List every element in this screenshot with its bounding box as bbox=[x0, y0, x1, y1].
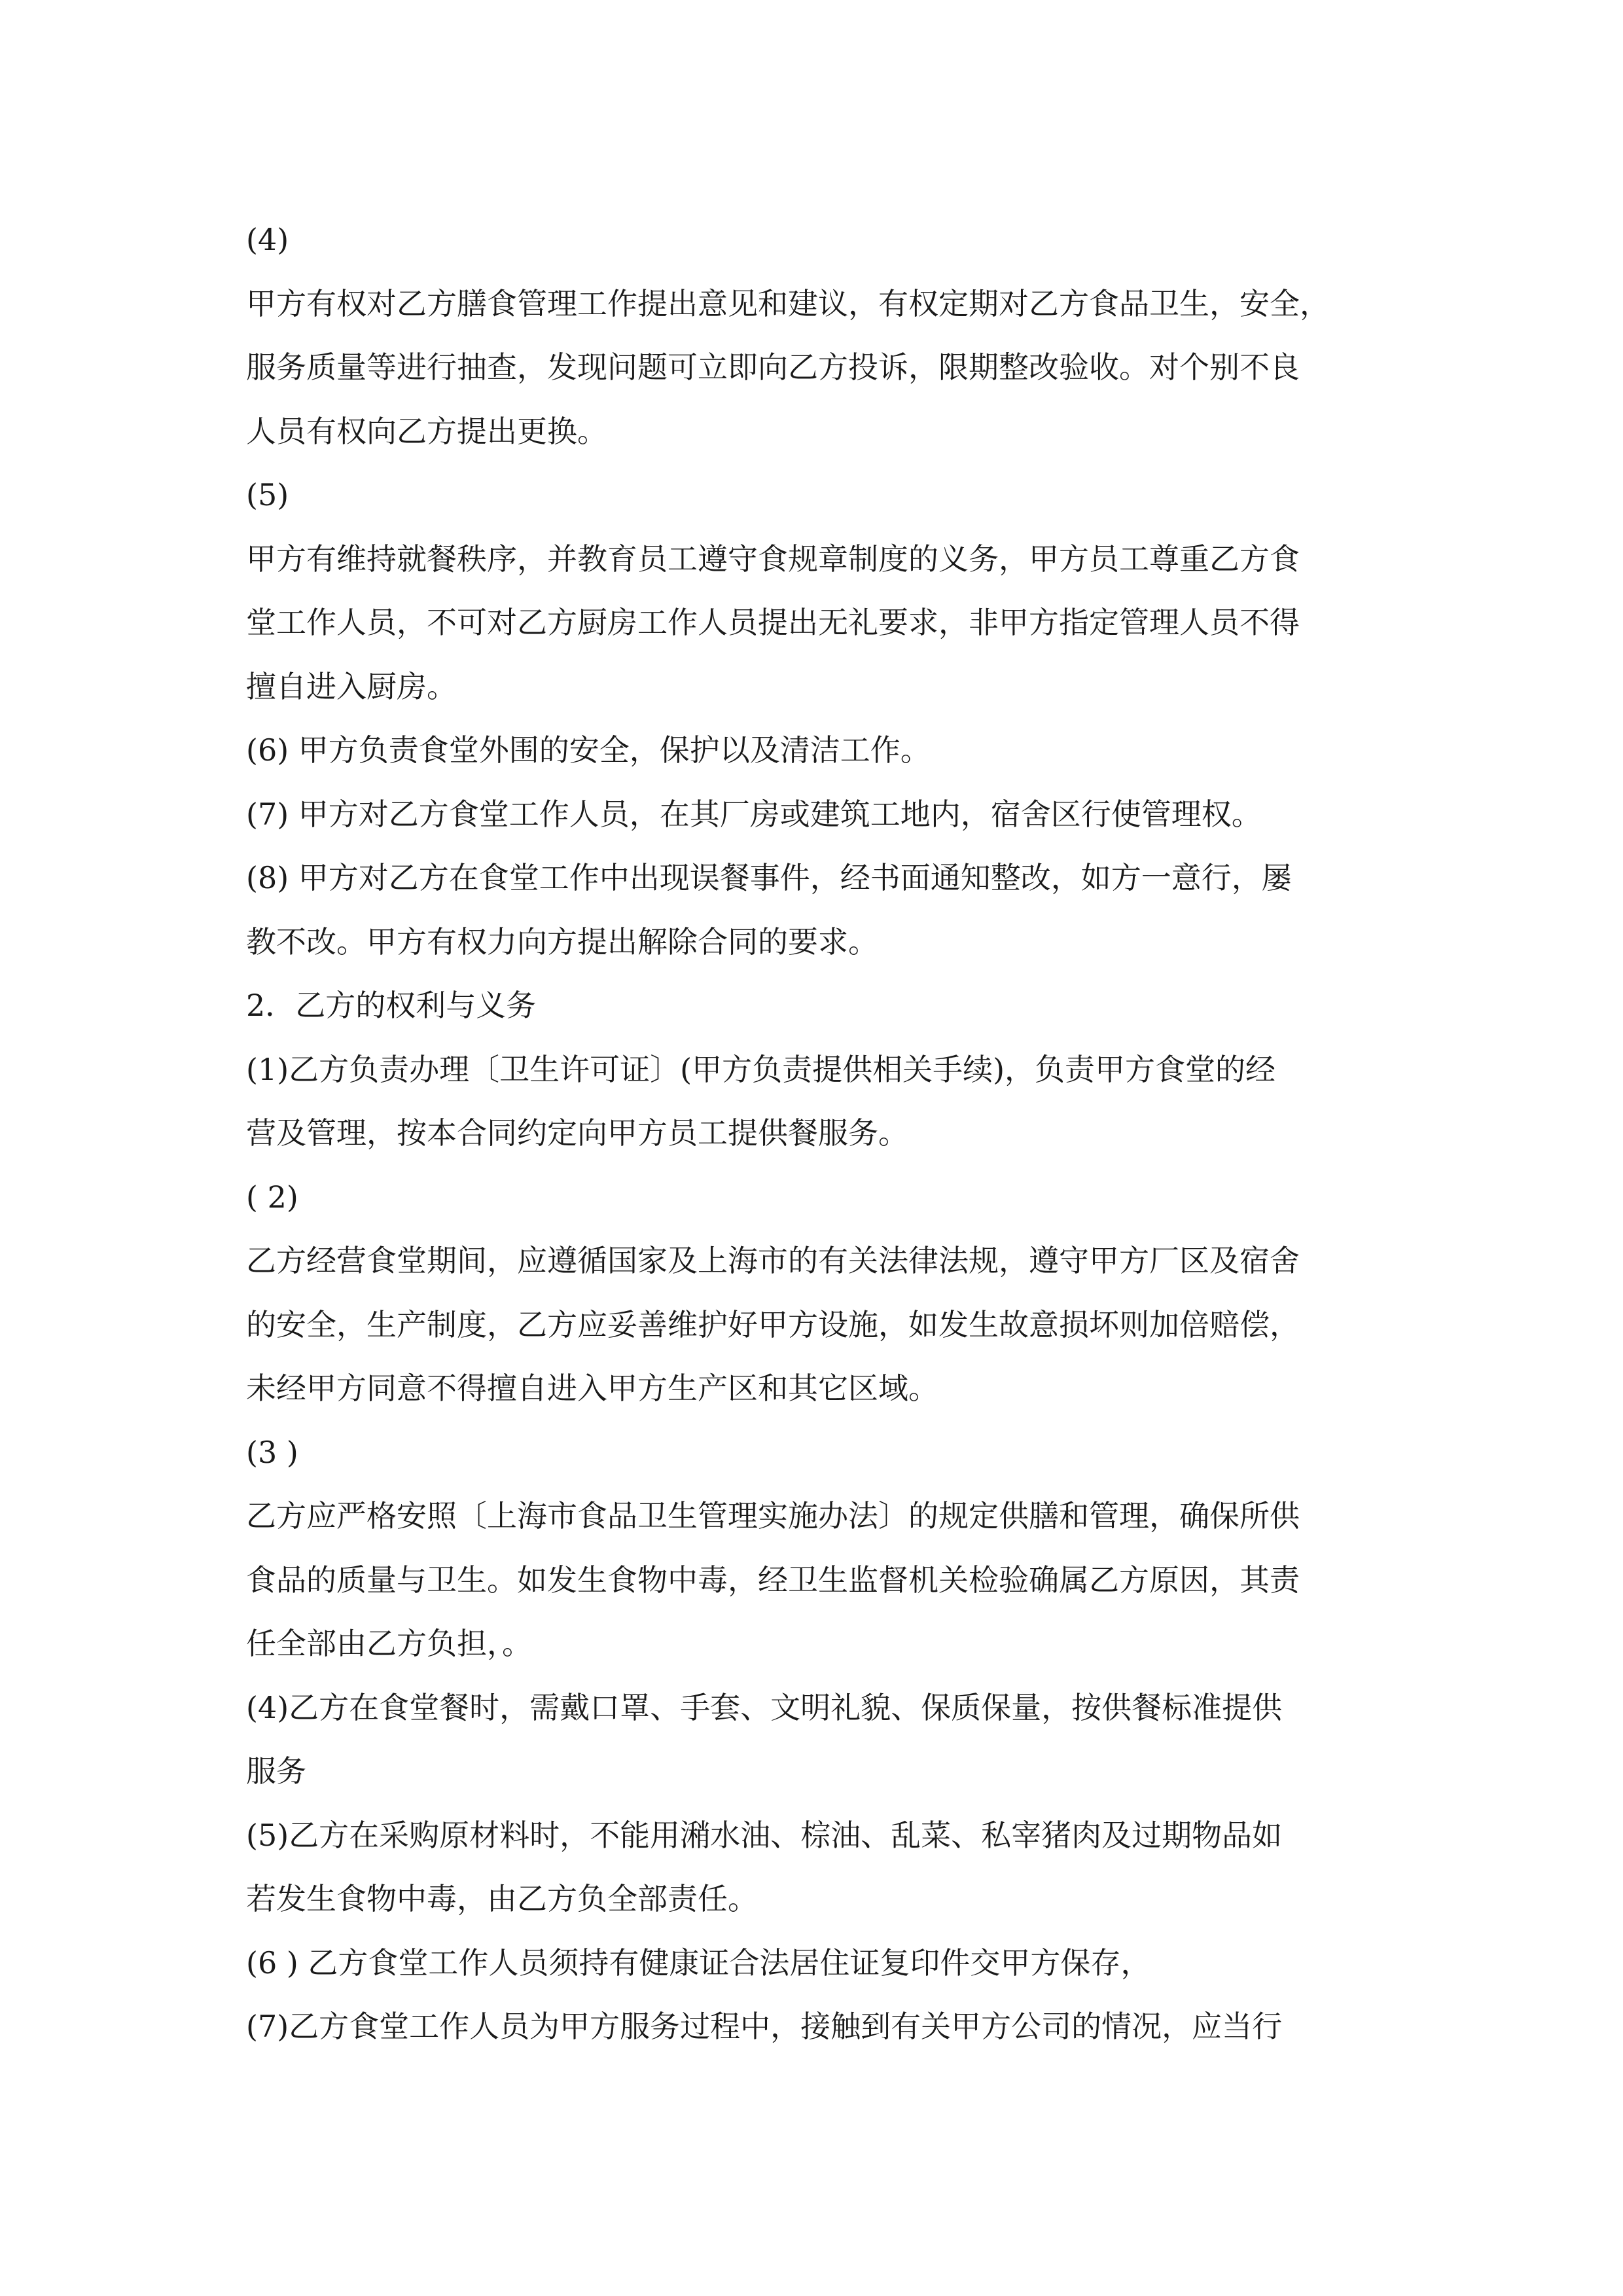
paragraph-line: 若发生食物中毒，由乙方负全部责任。 bbox=[246, 1881, 758, 1916]
paragraph-line: (6) 甲方负责食堂外围的安全，保护以及清洁工作。 bbox=[246, 732, 931, 768]
paragraph-line: 食品的质量与卫生。如发生食物中毒，经卫生监督机关检验确属乙方原因，其责 bbox=[246, 1562, 1300, 1598]
paragraph-line: 服务 bbox=[246, 1753, 306, 1789]
paragraph-line: 服务质量等进行抽查，发现问题可立即向乙方投诉，限期整改验收。对个别不良 bbox=[246, 350, 1300, 385]
paragraph-line: (4) bbox=[246, 222, 289, 257]
paragraph-line: 乙方经营食堂期间，应遵循国家及上海市的有关法律法规，遵守甲方厂区及宿舍 bbox=[246, 1243, 1300, 1278]
paragraph-line: (3 ) bbox=[246, 1434, 298, 1470]
paragraph-line: (7) 甲方对乙方食堂工作人员，在其厂房或建筑工地内，宿舍区行使管理权。 bbox=[246, 796, 1262, 832]
paragraph-line: (4)乙方在食堂餐时，需戴口罩、手套、文明礼貌、保质保量，按供餐标准提供 bbox=[246, 1689, 1283, 1725]
paragraph-line: 甲方有维持就餐秩序，并教育员工遵守食规章制度的义务，甲方员工尊重乙方食 bbox=[246, 541, 1300, 577]
section-heading: 2．乙方的权利与义务 bbox=[246, 988, 537, 1023]
paragraph-line: 人员有权向乙方提出更换。 bbox=[246, 413, 607, 449]
paragraph-line: (5)乙方在采购原材料时，不能用潲水油、棕油、乱菜、私宰猪肉及过期物品如 bbox=[246, 1817, 1283, 1853]
paragraph-line: 擅自进入厨房。 bbox=[246, 668, 457, 704]
paragraph-line: 堂工作人员，不可对乙方厨房工作人员提出无礼要求，非甲方指定管理人员不得 bbox=[246, 605, 1300, 640]
paragraph-line: (5) bbox=[246, 477, 289, 512]
paragraph-line: 未经甲方同意不得擅自进入甲方生产区和其它区域。 bbox=[246, 1371, 938, 1406]
paragraph-line: 甲方有权对乙方膳食管理工作提出意见和建议，有权定期对乙方食品卫生，安全， bbox=[246, 285, 1330, 321]
paragraph-line: 任全部由乙方负担，。 bbox=[246, 1626, 532, 1661]
paragraph-line: 的安全，生产制度，乙方应妥善维护好甲方设施，如发生故意损坏则加倍赔偿， bbox=[246, 1306, 1300, 1342]
document-body bbox=[246, 208, 1385, 2059]
paragraph-line: 乙方应严格安照〔上海市食品卫生管理实施办法〕的规定供膳和管理，确保所供 bbox=[246, 1498, 1300, 1534]
paragraph-line: (8) 甲方对乙方在食堂工作中出现误餐事件，经书面通知整改，如方一意行，屡 bbox=[246, 860, 1292, 895]
paragraph-line: (6 ) 乙方食堂工作人员须持有健康证合法居住证复印件交甲方保存， bbox=[246, 1945, 1151, 1981]
paragraph-line: (7)乙方食堂工作人员为甲方服务过程中，接触到有关甲方公司的情况，应当行 bbox=[246, 2009, 1283, 2044]
paragraph-line: ( 2) bbox=[246, 1179, 298, 1215]
paragraph-line: 营及管理，按本合同约定向甲方员工提供餐服务。 bbox=[246, 1115, 908, 1151]
paragraph-line: (1)乙方负责办理〔卫生许可证〕(甲方负责提供相关手续)，负责甲方食堂的经 bbox=[246, 1051, 1276, 1087]
paragraph-line: 教不改。甲方有权力向方提出解除合同的要求。 bbox=[246, 924, 878, 960]
